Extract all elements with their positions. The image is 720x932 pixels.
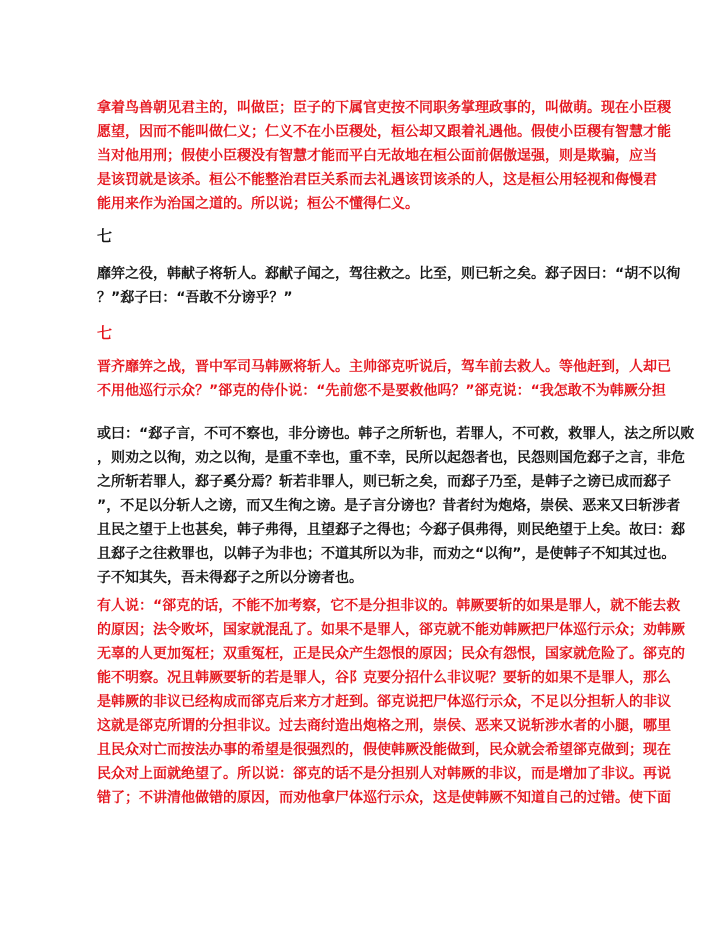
text-line: 能用来作为治国之道的。所以说；桓公不懂得仁义。 [97, 196, 419, 212]
text-line: ？”郄子曰：“吾敢不分谤乎？” [97, 290, 293, 306]
translation-paragraph-1 [97, 96, 720, 216]
translation-paragraph-2 [97, 355, 720, 403]
text-line: 且民之望于上也甚矣，韩子弗得，且望郄子之得也；今郄子俱弗得，则民绝望于上矣。故曰：郄 [97, 522, 685, 538]
text-line: ，则劝之以徇，劝之以徇，是重不幸也，重不幸，民所以起怨者也，民怨则国危郄子之言，非危 [97, 450, 685, 466]
original-paragraph-1 [97, 262, 720, 310]
text-line: 晋齐靡笄之战，晋中军司马韩厥将斩人。主帅郤克听说后，驾车前去救人。等他赶到，人却已 [97, 359, 671, 375]
translation-paragraph-3 [97, 594, 720, 810]
text-line: 之所斩若罪人，郄子奚分焉？斩若非罪人，则已斩之矣，而郄子乃至，是韩子之谤已成而郄子 [97, 474, 671, 490]
text-line: 子不知其失，吾未得郄子之所以分谤者也。 [97, 570, 363, 586]
text-line: 是该罚就是该杀。桓公不能整治君臣关系而去礼遇该罚该杀的人，这是桓公用轻视和侮慢君 [97, 172, 657, 188]
text-line: 民众对上面就绝望了。所以说：郤克的话不是分担别人对韩厥的非议，而是增加了非议。再说 [97, 766, 671, 782]
text-line: 是韩厥的非议已经构成而郤克后来方才赶到。郤克说把尸体巡行示众，不足以分担斩人的非议 [97, 694, 671, 710]
section-heading-translation: 七 [97, 324, 113, 342]
text-line: ”，不足以分斩人之谤，而又生徇之谤。是子言分谤也？昔者纣为炮烙，崇侯、恶来又曰斩涉者 [97, 498, 681, 514]
text-line: 拿着鸟兽朝见君主的，叫做臣；臣子的下属官吏按不同职务掌理政事的，叫做萌。现在小臣稷 [97, 100, 671, 116]
text-line: 当对他用刑；假使小臣稷没有智慧才能而平白无故地在桓公面前倨傲逞强，则是欺骗，应当 [97, 148, 657, 164]
text-line: 能不明察。况且韩厥要斩的若是罪人，谷阝克要分招什么非议呢？要斩的如果不是罪人，那么 [97, 670, 671, 686]
text-line: 且民众对亡而按法办事的希望是很强烈的，假使韩厥没能做到，民众就会希望郤克做到；现在 [97, 742, 671, 758]
text-line: 不用他巡行示众？”郤克的侍仆说：“先前您不是要救他吗？”郤克说：“我怎敢不为韩厥分担 [97, 383, 666, 399]
text-line: 有人说：“郤克的话，不能不加考察，它不是分担非议的。韩厥要斩的如果是罪人，就不能去救 [97, 598, 681, 614]
original-paragraph-2 [97, 422, 720, 590]
text-line: 无辜的人更加冤枉；双重冤枉，正是民众产生怨恨的原因；民众有怨恨，国家就危险了。郤克的 [97, 646, 685, 662]
text-line: 愿望，因而不能叫做仁义；仁义不在小臣稷处，桓公却又跟着礼遇他。假使小臣稷有智慧才能 [97, 124, 671, 140]
text-line: 错了；不讲清他做错的原因，而劝他拿尸体巡行示众，这是使韩厥不知道自己的过错。使下面 [97, 790, 671, 806]
text-line: 的原因；法令败坏，国家就混乱了。如果不是罪人，郤克就不能劝韩厥把尸体巡行示众；劝韩厥 [97, 622, 685, 638]
text-line: 靡笄之役，韩献子将斩人。郄献子闻之，驾往救之。比至，则已斩之矣。郄子因曰：“胡不以徇 [97, 266, 681, 282]
text-line: 或曰：“郄子言，不可不察也，非分谤也。韩子之所斩也，若罪人，不可救，救罪人，法之所以败 [97, 426, 695, 442]
section-heading-original: 七 [97, 227, 113, 245]
text-line: 这就是郤克所谓的分担非议。过去商纣造出炮格之刑，崇侯、恶来又说斩涉水者的小腿，哪里 [97, 718, 671, 734]
text-line: 且郄子之往救罪也，以韩子为非也；不道其所以为非，而劝之“以徇”，是使韩子不知其过也。 [97, 546, 676, 562]
